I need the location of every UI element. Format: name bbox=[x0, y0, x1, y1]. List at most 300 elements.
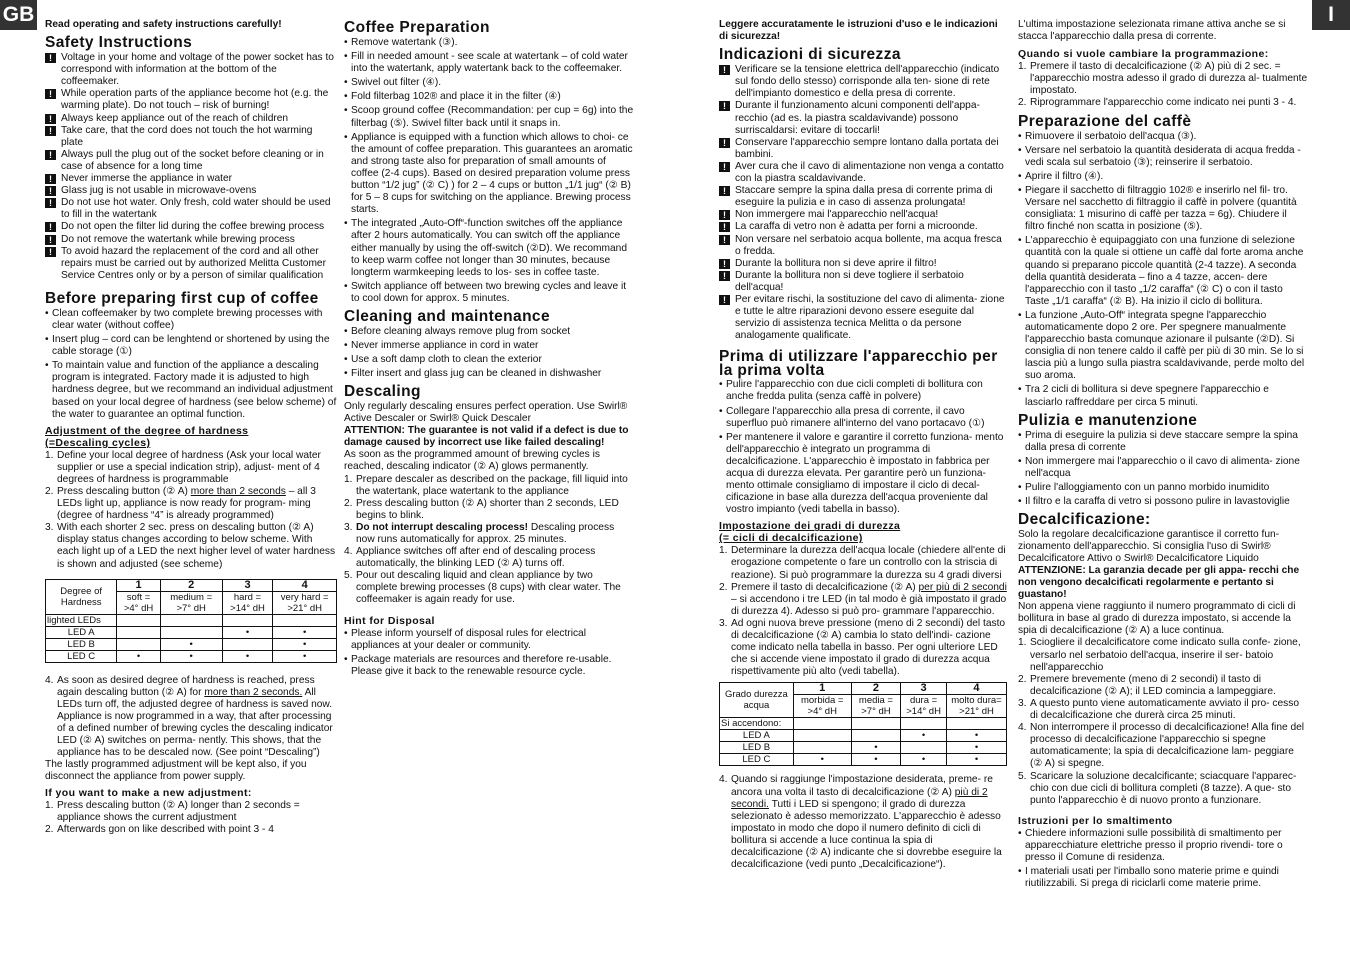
step-item bbox=[344, 546, 634, 570]
step-item bbox=[45, 824, 337, 836]
gb-hardness-table bbox=[45, 579, 337, 663]
led-row bbox=[46, 650, 337, 662]
level-cell: 3 bbox=[222, 579, 273, 591]
item-text: La funzione „Auto-Off“ integrata spegne l'apparecchio automaticamente dopo 2 ore. Per spegnere manualmente l'apparecchio basta comunque azionare il pulsante (②D). Si consiglia di non tenere caldo il caffè per più di 30 min. Se lo si lascia più a lungo sulla piastra scaldavivande, perde molto del suo aroma. bbox=[1025, 309, 1305, 382]
gb-column-1 bbox=[45, 19, 337, 836]
empty-cell bbox=[946, 718, 1006, 730]
led-dot-cell: • bbox=[851, 742, 901, 754]
step-text: Riprogrammare l'apparecchio come indicato nei punti 3 - 4. bbox=[1030, 97, 1297, 109]
step-number: 1. bbox=[45, 799, 54, 811]
step-underlined: more than 2 seconds. bbox=[204, 686, 303, 698]
led-dot-cell bbox=[793, 730, 851, 742]
item-text: Never immerse the appliance in water bbox=[61, 173, 232, 185]
list-item bbox=[1018, 310, 1308, 383]
step-item bbox=[719, 618, 1007, 678]
gb-step-4 bbox=[45, 675, 337, 760]
gb-descaling-title: Descaling bbox=[344, 382, 421, 400]
item-text: Appliance is equipped with a function which allows to choi- ce the amount of coffee preparation. This guarantees an aromatic and strong taste also for preparation of small amounts of coffee (2-4 cups). Based on desired preparation volume press button “1/2 jug” (② C) ) for 2 – 4 cups or button „1/1 jug“ (② B) for 5 – 8 cups for switching on the appliance. Brewing process starts. bbox=[351, 131, 633, 216]
warning-icon: ! bbox=[719, 271, 730, 281]
led-dot-cell: • bbox=[901, 730, 947, 742]
list-item bbox=[344, 132, 634, 217]
empty-cell bbox=[160, 614, 222, 626]
warning-icon: ! bbox=[719, 222, 730, 232]
step-number: 2. bbox=[1018, 673, 1027, 685]
table-header-row bbox=[46, 579, 337, 591]
item-text: Durante il funzionamento alcuni componenti dell'appa- recchio (ad es. la piastra scaldavivande) possono surriscaldarsi: evitare di toccarli! bbox=[735, 100, 980, 136]
led-dot-cell: • bbox=[117, 650, 160, 662]
table-lighted-row bbox=[46, 614, 337, 626]
warning-item bbox=[45, 88, 337, 112]
item-text: Voltage in your home and voltage of the power socket has to correspond with information at the bottom of the coffeemaker. bbox=[61, 52, 334, 88]
led-dot-cell: • bbox=[160, 638, 222, 650]
warning-icon: ! bbox=[45, 114, 56, 124]
led-dot-cell: • bbox=[946, 742, 1006, 754]
warning-item bbox=[719, 209, 1007, 221]
item-text: To maintain value and function of the appliance a descaling program is integrated. Factory made it is adjusted to high hardness degree, but we recommand an individual adjustment based on your local degree of hardness (see below scheme) of the water to guarantee an optimal function. bbox=[52, 360, 337, 420]
warning-item bbox=[719, 64, 1007, 100]
table-lighted-row bbox=[720, 718, 1007, 730]
list-item bbox=[719, 379, 1007, 403]
list-item bbox=[1018, 171, 1308, 183]
step-number: 2. bbox=[45, 823, 54, 835]
led-dot-cell: • bbox=[273, 650, 337, 662]
warning-icon: ! bbox=[45, 53, 56, 63]
warning-icon: ! bbox=[45, 126, 56, 136]
led-name-cell: LED A bbox=[720, 730, 794, 742]
item-text: Clean coffeemaker by two complete brewing processes with clear water (without coffee) bbox=[52, 307, 323, 331]
led-name-cell: LED B bbox=[720, 742, 794, 754]
step-item bbox=[1018, 722, 1308, 770]
item-text: Package materials are resources and therefore re-usable. Please give it back to the renewable resource cycle. bbox=[351, 653, 612, 677]
step-item bbox=[1018, 97, 1308, 109]
step-number: 1. bbox=[344, 473, 353, 485]
it-coffee-title: Preparazione del caffè bbox=[1018, 112, 1192, 130]
led-dot-cell: • bbox=[901, 754, 947, 766]
item-text: Please inform yourself of disposal rules for electrical appliances at your dealer or community. bbox=[351, 627, 586, 651]
step-item bbox=[719, 582, 1007, 618]
item-text: Staccare sempre la spina dalla presa di corrente prima di eseguire la pulizia e in caso di assenza prolungata! bbox=[735, 185, 993, 209]
step-underlined: per più di 2 secondi bbox=[918, 581, 1007, 593]
step-text: Prepare descaler as described on the package, fill liquid into the watertank, place watertank to the appliance bbox=[356, 473, 628, 497]
warning-item bbox=[45, 197, 337, 221]
warning-item bbox=[719, 221, 1007, 233]
warning-icon: ! bbox=[45, 89, 56, 99]
step-text: Press descaling button (② A) longer than 2 seconds = appliance shows the current adjustment bbox=[57, 799, 300, 823]
warning-item bbox=[45, 113, 337, 125]
item-text: Always keep appliance out of the reach of children bbox=[61, 112, 289, 124]
warning-icon: ! bbox=[719, 101, 730, 111]
step-number: 4. bbox=[1018, 722, 1027, 734]
step-number: 2. bbox=[1018, 97, 1027, 109]
gb-descaling-steps bbox=[344, 474, 634, 607]
step-text: Appliance switches off after end of descaling process automatically, the blinking LED (② A) turns off. bbox=[356, 546, 596, 570]
step-text: Press descaling button (② A) bbox=[57, 486, 191, 497]
led-dot-cell: • bbox=[160, 650, 222, 662]
led-row bbox=[720, 754, 1007, 766]
gb-cleaning-title: Cleaning and maintenance bbox=[344, 307, 550, 325]
step-item bbox=[719, 545, 1007, 581]
it-descaling-attention: ATTENZIONE: La garanzia decade per gli appa- recchi che non vengono decalcificati regolarmente e pertanto si guastano! bbox=[1018, 564, 1300, 601]
step-text: – si accendono i tre LED (in tal modo è già impostato il grado di durezza 4). Adesso si può pro- grammare l'apparecchio. bbox=[731, 593, 1007, 617]
list-item bbox=[1018, 235, 1308, 308]
list-item bbox=[1018, 131, 1308, 143]
led-dot-cell: • bbox=[946, 730, 1006, 742]
item-text: Do not remove the watertank while brewing process bbox=[61, 233, 295, 245]
led-dot-cell: • bbox=[851, 754, 901, 766]
step-item bbox=[45, 522, 337, 570]
item-text: I materiali usati per l'imballo sono materie prime e quindi riutilizzabili. Si prega di riciclarli come materie prime. bbox=[1025, 866, 1279, 890]
list-item bbox=[344, 326, 634, 338]
item-text: L'apparecchio è equipaggiato con una funzione di selezione quantità con la quale si ottiene un caffè dal forte aroma anche quando si preparano piccole quantità (2-4 tazze). A seconda della quantità desiderata – fino a 4 tazze, accen- dere l'apparecchio con il tasto „1/2 caraffa“ (② C) o con il tasto Taste „1/1 caraffa“ (② B). Ha inizio il ciclo di bollitura. bbox=[1025, 235, 1304, 307]
step-item bbox=[1018, 771, 1308, 807]
step-text: Pour out descaling liquid and clean appliance by two complete brewing processes (8 cups) with clear water. The coffeemaker is again ready for use. bbox=[356, 570, 621, 606]
list-item bbox=[344, 37, 634, 49]
gb-safety-list bbox=[45, 52, 337, 282]
range-cell: medium = >7° dH bbox=[160, 591, 222, 614]
item-text: Glass jug is not usable in microwave-ovens bbox=[61, 185, 257, 197]
step-number: 1. bbox=[1018, 637, 1027, 649]
it-new-adjust-steps bbox=[1018, 61, 1308, 109]
it-intro: Leggere accuratamente le istruzioni d'uso e le indicazioni di sicurezza! bbox=[719, 19, 998, 43]
item-text: Piegare il sacchetto di filtraggio 102® e inserirlo nel fil- tro. Versare nel sacchetto di filtraggio il caffè in polvere (quantità consigliata: 1 misurino di caffè per tazza = 6g). Chiudere il filtro finché non scatta in posizione (⑤). bbox=[1025, 184, 1297, 233]
warning-item bbox=[45, 234, 337, 246]
item-text: Fill in needed amount - see scale at watertank – of cold water into the watertank, apply watertank back to the coffeemaker. bbox=[351, 51, 628, 75]
item-text: Insert plug – cord can be lenghtend or shortened by using the cable storage (①) bbox=[52, 334, 330, 358]
gb-descaling-intro: Only regularly descaling ensures perfect operation. Use Swirl® Active Descaler or Swirl® Quick Descaler bbox=[344, 400, 628, 425]
led-name-cell: LED A bbox=[46, 626, 117, 638]
gb-last-adjust: The lastly programmed adjustment will be kept also, if you disconnect the appliance from power supply. bbox=[45, 759, 307, 783]
list-item bbox=[344, 218, 634, 278]
item-text: Aver cura che il cavo di alimentazione non venga a contatto con la piastra scaldavivande. bbox=[735, 160, 1004, 185]
warning-item bbox=[719, 270, 1007, 294]
it-adjust-steps bbox=[719, 545, 1007, 678]
step-number: 3. bbox=[344, 521, 353, 533]
list-item bbox=[45, 334, 337, 358]
led-dot-cell bbox=[901, 742, 947, 754]
it-cleaning-title: Pulizia e manutenzione bbox=[1018, 411, 1198, 429]
step-item bbox=[344, 570, 634, 606]
step-item bbox=[344, 474, 634, 498]
step-number: 4. bbox=[719, 774, 728, 786]
empty-cell bbox=[901, 718, 947, 730]
gb-disposal-list bbox=[344, 628, 634, 678]
list-item bbox=[344, 654, 634, 678]
it-column-2 bbox=[1018, 19, 1308, 892]
warning-item bbox=[719, 100, 1007, 136]
step-item bbox=[1018, 637, 1308, 673]
list-item bbox=[45, 308, 337, 332]
gb-safety-title: Safety Instructions bbox=[45, 34, 193, 52]
warning-item bbox=[719, 185, 1007, 209]
item-text: Durante la bollitura non si deve togliere il serbatoio dell'acqua! bbox=[735, 269, 964, 293]
empty-cell bbox=[222, 614, 273, 626]
step-text: Ad ogni nuova breve pressione (meno di 2 secondi) del tasto di decalcificazione (② A) cambia lo stato dell'indi- cazione come indicato nella tabella in basso. Per ogni ulteriore LED che si accende viene impostato il grado di durezza acqua rispettivamente più alto (vedi tabella). bbox=[731, 617, 1006, 678]
list-item bbox=[1018, 828, 1308, 864]
led-dot-cell: • bbox=[222, 650, 273, 662]
step-text: Descaling process now runs automatically for approx. 25 minutes. bbox=[356, 521, 615, 545]
item-text: Never immerse appliance in cord in water bbox=[351, 339, 539, 351]
step-text: A questo punto viene automaticamente avviato il pro- cesso di decalcificazione che durerà circa 25 minuti. bbox=[1030, 697, 1299, 722]
led-dot-cell: • bbox=[273, 626, 337, 638]
item-text: Collegare l'apparecchio alla presa di corrente, il cavo superfluo può rimanere all'interno del vano portacavo (①) bbox=[726, 405, 985, 429]
warning-item bbox=[719, 258, 1007, 270]
list-item bbox=[719, 406, 1007, 430]
step-text: Premere il tasto di decalcificazione (② A) più di 2 sec. = l'apparecchio mostra adesso il grado di durezza al- tualmente impostato. bbox=[1030, 61, 1308, 97]
warning-item bbox=[719, 161, 1007, 185]
step-number: 1. bbox=[719, 545, 728, 557]
item-text: To avoid hazard the replacement of the cord and all other repairs must be carried out by authorized Melitta Customer Service Centres only or by a person of similar qualification bbox=[61, 245, 326, 281]
led-dot-cell: • bbox=[222, 626, 273, 638]
step-number: 4. bbox=[45, 674, 54, 686]
item-text: Use a soft damp cloth to clean the exterior bbox=[351, 353, 542, 365]
warning-icon: ! bbox=[45, 222, 56, 232]
item-text: Do not open the filter lid during the coffee brewing process bbox=[61, 221, 325, 233]
list-item bbox=[1018, 185, 1308, 233]
gb-intro: Read operating and safety instructions carefully! bbox=[45, 19, 282, 30]
list-item bbox=[719, 432, 1007, 517]
step-text: Non interrompere il processo di decalcificazione! Alla fine del processo di decalcificazione l'apparecchio si spegne automaticamente; la spia di decalcificazione lam- peggiare (② A) si spegne. bbox=[1030, 722, 1305, 770]
item-text: Versare nel serbatoio la quantità desiderata di acqua fredda - vedi scala sul serbatoio (③); reinserire il serbatoio. bbox=[1025, 144, 1301, 168]
step-text: Quando si raggiunge l'impostazione desiderata, preme- re ancora una volta il tasto di decalcificazione (② A) bbox=[731, 774, 993, 798]
it-descaling-steps bbox=[1018, 637, 1308, 806]
gb-column-2 bbox=[344, 19, 634, 680]
step-item bbox=[45, 486, 337, 522]
led-dot-cell bbox=[793, 742, 851, 754]
gb-before-list bbox=[45, 308, 337, 421]
list-item bbox=[344, 105, 634, 129]
it-before-title: Prima di utilizzare l'apparecchio per la prima volta bbox=[719, 348, 998, 380]
led-dot-cell: • bbox=[793, 754, 851, 766]
level-cell: 2 bbox=[160, 579, 222, 591]
step-text: Define your local degree of hardness (Ask your local water supplier or use a special indication strip), adjust- ment of 4 degrees of hardness is programmable bbox=[57, 449, 321, 485]
list-item bbox=[1018, 145, 1308, 169]
it-descaling-text: Non appena viene raggiunto il numero programmato di cicli di bollitura in base al grado di durezza impostato, si accende la spia di decalcificazione (② A) a luce continua. bbox=[1018, 601, 1296, 637]
list-item bbox=[1018, 456, 1308, 480]
step-item bbox=[344, 522, 634, 546]
range-cell: dura = >14° dH bbox=[901, 695, 947, 718]
list-item bbox=[45, 360, 337, 420]
item-text: Non immergere mai l'apparecchio nell'acqua! bbox=[735, 209, 939, 221]
empty-cell bbox=[117, 614, 160, 626]
step-item bbox=[1018, 698, 1308, 722]
item-text: Per evitare rischi, la sostituzione del cavo di alimenta- zione e tutte le altre riparazioni devono essere eseguite dal servizio di assistenza tecnica Melitta o da persone analogamente qualificate. bbox=[735, 293, 1005, 342]
item-text: Scoop ground coffee (Recommandation: per cup = 6g) into the filterbag (⑤). Swivel filter back until it snaps in. bbox=[351, 105, 634, 129]
item-text: Chiedere informazioni sulle possibilità di smaltimento per apparecchiature elettriche presso il proprio rivendi- tore o presso il Comune di residenza. bbox=[1025, 827, 1283, 863]
lighted-label-cell: lighted LEDs bbox=[46, 614, 117, 626]
step-text: As soon as desired degree of hardness is reached, press again descaling button (② A) for bbox=[57, 674, 315, 698]
step-item bbox=[719, 774, 1007, 871]
step-text: Tutti i LED si spengono; il grado di durezza selezionato è adesso memorizzato. L'apparecchio è adesso impostato in modo che dopo il numero definito di cicli di bollitura si accende a luce continua la spia di decalcificazione (② A) indicante che si dovrebbe eseguire la decalcificazione (vedi punto „Decalcificazione“). bbox=[731, 798, 1002, 871]
item-text: Always pull the plug out of the socket before cleaning or in case of absence for a long time bbox=[61, 148, 324, 172]
hardness-label-cell: Degree of Hardness bbox=[46, 579, 117, 614]
it-new-adjust-title: Quando si vuole cambiare la programmazione: bbox=[1018, 48, 1269, 61]
warning-item bbox=[719, 137, 1007, 161]
warning-icon: ! bbox=[719, 295, 730, 305]
it-before-list bbox=[719, 379, 1007, 516]
level-cell: 1 bbox=[793, 683, 851, 695]
warning-icon: ! bbox=[719, 138, 730, 148]
warning-icon: ! bbox=[45, 186, 56, 196]
step-item bbox=[45, 450, 337, 486]
it-disposal-title: Istruzioni per lo smaltimento bbox=[1018, 814, 1173, 827]
list-item bbox=[344, 77, 634, 89]
item-text: Non versare nel serbatoio acqua bollente, ma acqua fresca o fredda. bbox=[735, 233, 1002, 257]
range-cell: media = >7° dH bbox=[851, 695, 901, 718]
led-dot-cell bbox=[222, 638, 273, 650]
gb-descaling-text: As soon as the programmed amount of brewing cycles is reached, descaling indicator (② A) glows permanently. bbox=[344, 449, 600, 473]
gb-new-adjust-steps bbox=[45, 800, 337, 836]
led-row bbox=[720, 742, 1007, 754]
it-cleaning-list bbox=[1018, 430, 1308, 508]
step-text: All LEDs turn off, the adjusted degree of hardness is saved now. Appliance is now programmed in a way, that after processing of a defined number of brewing cycles the descaling indicator LED (② A) switches on perma- nently. This shows, that the appliance has to be descaled now. (See point “Descaling”) bbox=[57, 686, 333, 759]
step-number: 3. bbox=[719, 617, 728, 629]
step-text: Premere brevemente (meno di 2 secondi) il tasto di decalcificazione (② A); il LED comincia a lampeggiare. bbox=[1030, 673, 1276, 697]
gb-descaling-attention: ATTENTION: The guarantee is not valid if a defect is due to damage caused by incorrect use like failed descaling! bbox=[344, 425, 629, 449]
warning-icon: ! bbox=[719, 162, 730, 172]
it-safety-list bbox=[719, 64, 1007, 342]
range-cell: hard = >14° dH bbox=[222, 591, 273, 614]
warning-icon: ! bbox=[45, 235, 56, 245]
list-item bbox=[344, 281, 634, 305]
led-name-cell: LED C bbox=[720, 754, 794, 766]
led-dot-cell: • bbox=[946, 754, 1006, 766]
led-name-cell: LED C bbox=[46, 650, 117, 662]
range-cell: very hard = >21° dH bbox=[273, 591, 337, 614]
gb-before-title: Before preparing first cup of coffee bbox=[45, 289, 319, 307]
range-cell: molto dura= >21° dH bbox=[946, 695, 1006, 718]
language-tab-gb: GB bbox=[0, 0, 37, 30]
it-descaling-title: Decalcificazione: bbox=[1018, 510, 1151, 528]
warning-item bbox=[719, 234, 1007, 258]
gb-new-adjust-title: If you want to make a new adjustment: bbox=[45, 786, 252, 799]
item-text: Take care, that the cord does not touch the hot warming plate bbox=[61, 124, 313, 148]
gb-disposal-title: Hint for Disposal bbox=[344, 614, 435, 627]
warning-item bbox=[45, 52, 337, 88]
level-cell: 3 bbox=[901, 683, 947, 695]
language-tab-it: I bbox=[1312, 0, 1350, 30]
step-number: 5. bbox=[344, 570, 353, 582]
it-step-4 bbox=[719, 774, 1007, 871]
step-text: Afterwards gon on like described with point 3 - 4 bbox=[57, 823, 274, 835]
it-disposal-list bbox=[1018, 828, 1308, 890]
item-text: Swivel out filter (④). bbox=[351, 77, 442, 89]
item-text: Switch appliance off between two brewing cycles and leave it to cool down for approx. 5 minutes. bbox=[351, 280, 627, 304]
warning-item bbox=[45, 246, 337, 282]
lighted-label-cell: Si accendono: bbox=[720, 718, 794, 730]
item-text: Pulire l'alloggiamento con un panno morbido inumidito bbox=[1025, 481, 1270, 493]
step-text: – all 3 LEDs light up, appliance is now ready for program- ming (degree of hardness “4” is already programmed) bbox=[57, 486, 316, 522]
it-column-1 bbox=[719, 19, 1007, 871]
warning-icon: ! bbox=[719, 235, 730, 245]
item-text: While operation parts of the appliance become hot (e.g. the warming plate). Do not touch – risk of burning! bbox=[61, 88, 329, 112]
range-cell: soft = >4° dH bbox=[117, 591, 160, 614]
item-text: Tra 2 cicli di bollitura si deve spegnere l'apparecchio e lasciarlo raffreddare per circa 5 minuti. bbox=[1025, 384, 1269, 408]
warning-item bbox=[45, 149, 337, 173]
empty-cell bbox=[793, 718, 851, 730]
range-cell: morbida = >4° dH bbox=[793, 695, 851, 718]
warning-icon: ! bbox=[719, 210, 730, 220]
empty-cell bbox=[851, 718, 901, 730]
warning-icon: ! bbox=[45, 198, 56, 208]
item-text: Fold filterbag 102® and place it in the filter (④) bbox=[351, 91, 561, 103]
step-text: Scaricare la soluzione decalcificante; sciacquare l'apparec- chio con due cicli di bollitura completi (8 tazze). A que- sto punto l'apparecchio è di nuovo pronto a funzionare. bbox=[1030, 770, 1297, 806]
item-text: Rimuovere il serbatoio dell'acqua (③). bbox=[1025, 130, 1197, 142]
it-last-adjust: L'ultima impostazione selezionata rimane attiva anche se si stacca l'apparecchio dalla presa di corrente. bbox=[1018, 19, 1286, 43]
level-cell: 4 bbox=[946, 683, 1006, 695]
warning-icon: ! bbox=[45, 247, 56, 257]
list-item bbox=[344, 368, 634, 380]
led-dot-cell: • bbox=[273, 638, 337, 650]
warning-item bbox=[45, 185, 337, 197]
led-row bbox=[720, 730, 1007, 742]
item-text: Prima di eseguire la pulizia si deve staccare sempre la spina dalla presa di corrente bbox=[1025, 429, 1298, 453]
list-item bbox=[344, 628, 634, 652]
item-text: Do not use hot water. Only fresh, cold water should be used to fill in the watertank bbox=[61, 197, 331, 221]
step-text: Premere il tasto di decalcificazione (② A) bbox=[731, 581, 919, 593]
it-safety-title: Indicazioni di sicurezza bbox=[719, 46, 901, 64]
step-number: 2. bbox=[45, 486, 54, 497]
led-row bbox=[46, 626, 337, 638]
item-text: La caraffa di vetro non è adatta per forni a microonde. bbox=[735, 221, 978, 233]
level-cell: 1 bbox=[117, 579, 160, 591]
gb-adjust-title: Adjustment of the degree of hardness (=Descaling cycles) bbox=[45, 424, 249, 449]
level-cell: 4 bbox=[273, 579, 337, 591]
step-text: Sciogliere il decalcificatore come indicato sulla confe- zione, versarlo nel serbatoio dell'acqua, inserire il ser- batoio nell'apparecchio bbox=[1030, 637, 1301, 673]
hardness-label-cell: Grado durezza acqua bbox=[720, 683, 794, 718]
step-number: 4. bbox=[344, 546, 353, 558]
step-number: 1. bbox=[1018, 61, 1027, 73]
gb-coffee-title: Coffee Preparation bbox=[344, 19, 490, 36]
list-item bbox=[1018, 496, 1308, 508]
item-text: Verificare se la tensione elettrica dell'apparecchio (indicato sul fondo dello stesso) corrisponde alla ten- sione di rete dell'impianto domestico e della presa di corrente. bbox=[735, 64, 1000, 100]
it-adjust-title: Impostazione dei gradi di durezza (= cicli di decalcificazione) bbox=[719, 520, 901, 545]
led-dot-cell bbox=[160, 626, 222, 638]
led-dot-cell bbox=[117, 626, 160, 638]
step-text: Determinare la durezza dell'acqua locale (chiedere all'ente di erogazione competente o fare un controllo con la striscia di reazione). Si può programmare la durezza su 4 gradi diversi bbox=[731, 545, 1006, 581]
led-name-cell: LED B bbox=[46, 638, 117, 650]
warning-icon: ! bbox=[719, 186, 730, 196]
step-item bbox=[45, 800, 337, 824]
step-number: 5. bbox=[1018, 770, 1027, 782]
item-text: The integrated „Auto-Off“-function switches off the appliance after 2 hours automatically. You can switch off the appliance either manually by using the off-switch (②D). We recommand to keep warm coffee not longer than 30 minutes, because longterm warmkeeping leeds to los- ses in coffee taste. bbox=[351, 218, 628, 278]
gb-adjust-steps bbox=[45, 450, 337, 571]
step-underlined: more than 2 seconds bbox=[190, 486, 286, 497]
gb-coffee-list bbox=[344, 37, 634, 305]
step-bold: Do not interrupt descaling process! bbox=[356, 521, 529, 533]
item-text: Aprire il filtro (④). bbox=[1025, 170, 1104, 182]
item-text: Remove watertank (③). bbox=[351, 37, 458, 48]
led-row bbox=[46, 638, 337, 650]
step-number: 3. bbox=[1018, 697, 1027, 709]
list-item bbox=[1018, 482, 1308, 494]
list-item bbox=[344, 91, 634, 103]
step-item bbox=[45, 675, 337, 760]
warning-icon: ! bbox=[45, 174, 56, 184]
it-coffee-list bbox=[1018, 131, 1308, 409]
warning-item bbox=[45, 125, 337, 149]
list-item bbox=[1018, 430, 1308, 454]
step-text: With each shorter 2 sec. press on descaling button (② A) display status changes according to below scheme. With each light up of a LED the next higher level of water hardness is shown and adjusted (see scheme) bbox=[57, 522, 336, 570]
it-hardness-table bbox=[719, 682, 1007, 766]
step-number: 2. bbox=[344, 497, 353, 509]
level-cell: 2 bbox=[851, 683, 901, 695]
gb-cleaning-list bbox=[344, 326, 634, 380]
item-text: Filter insert and glass jug can be cleaned in dishwasher bbox=[351, 367, 602, 379]
step-item bbox=[1018, 674, 1308, 698]
step-item bbox=[344, 498, 634, 522]
item-text: Il filtro e la caraffa di vetro si possono pulire in lavastoviglie bbox=[1025, 495, 1290, 507]
led-dot-cell bbox=[117, 638, 160, 650]
